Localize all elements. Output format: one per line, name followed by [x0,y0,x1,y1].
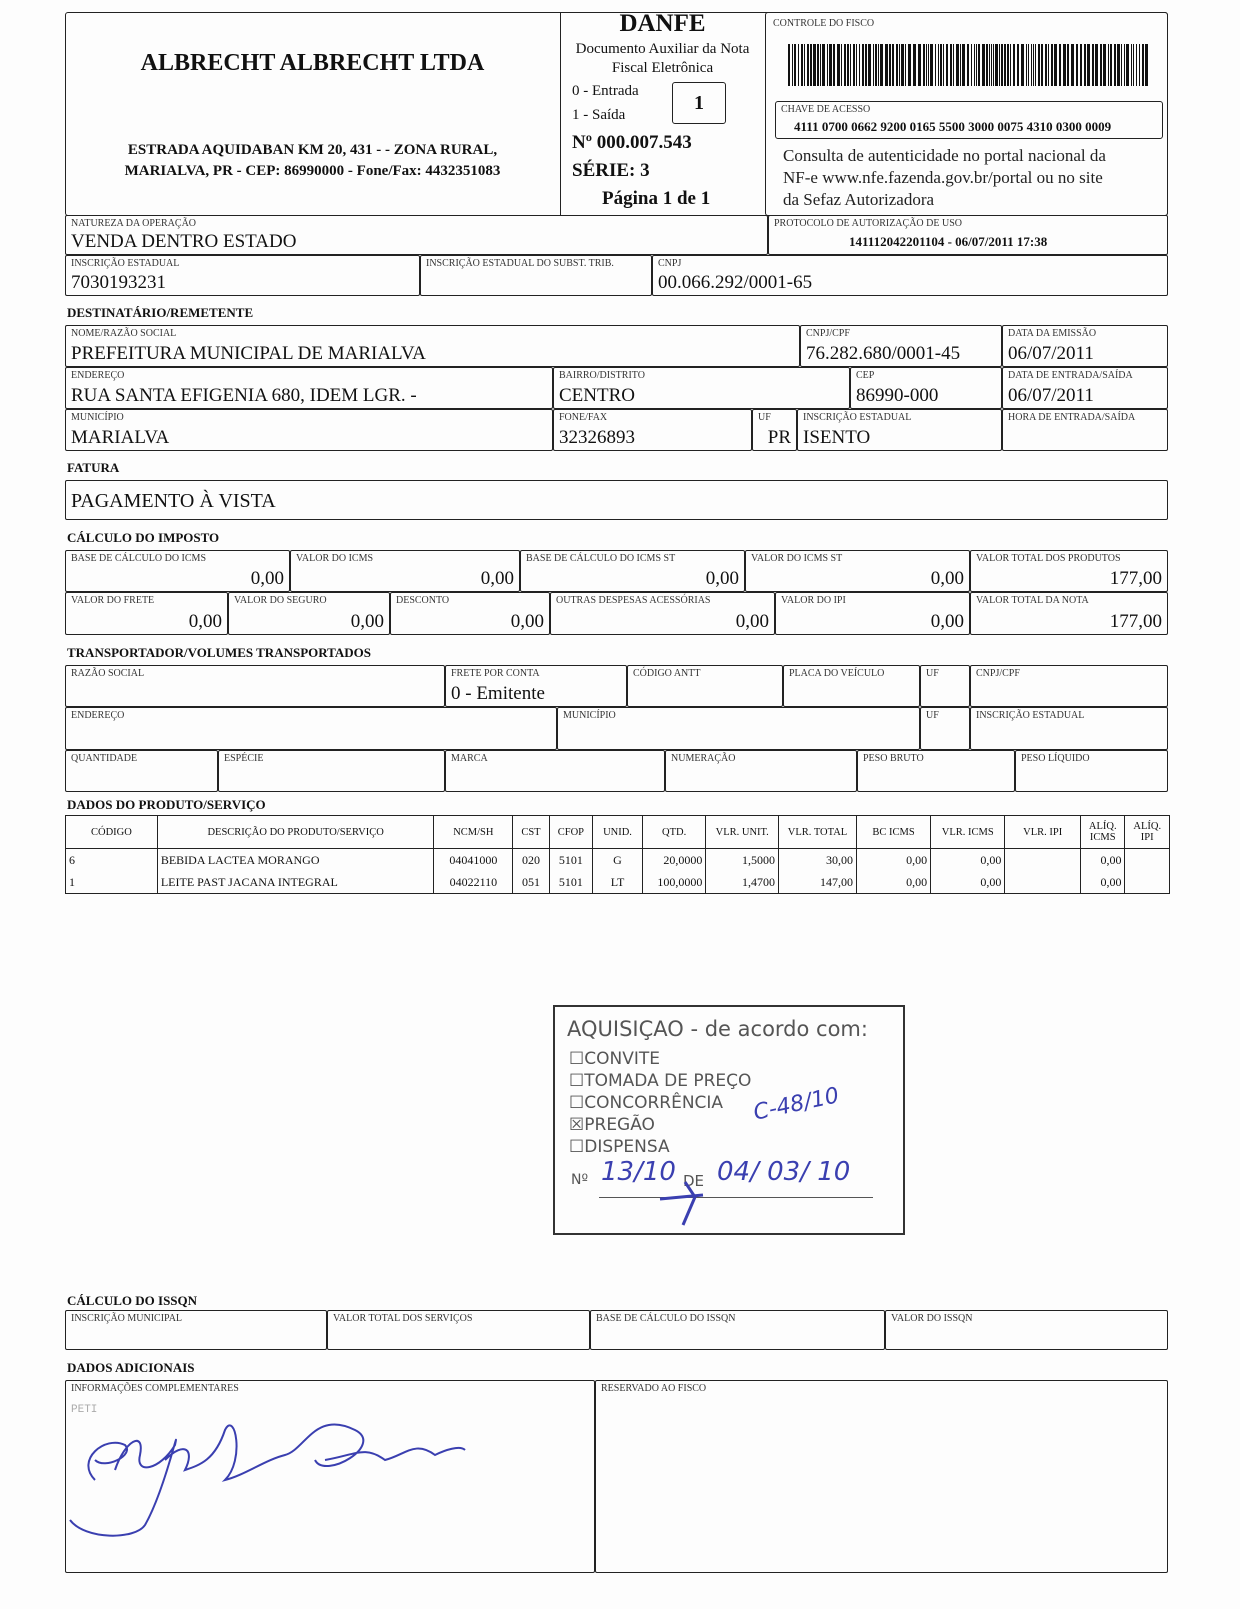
table-cell: 30,00 [779,849,857,872]
field-label: BASE DE CÁLCULO DO ICMS [71,553,207,564]
field-t-marca [445,750,665,792]
stamp-data: 04/ 03/ 10 [717,1157,851,1187]
field-ie-st [420,255,652,296]
field-d-mun [65,409,553,451]
table-cell [1125,849,1170,872]
column-header: ALÍQ. ICMS [1081,816,1125,849]
table-cell: G [593,849,643,872]
field-value: PR [767,427,791,448]
field-label: RAZÃO SOCIAL [71,668,145,679]
stamp-option [569,1071,751,1091]
column-header: VLR. ICMS [931,816,1005,849]
section-produtos: DADOS DO PRODUTO/SERVIÇO [67,797,266,812]
section-issqn: CÁLCULO DO ISSQN [67,1293,198,1308]
field-d-bairro [553,367,850,409]
field-label: NUMERAÇÃO [671,753,736,764]
column-header: QTD. [642,816,705,849]
chave-acesso: 4111 0700 0662 9200 0165 5500 3000 0075 4310 0300 0009 [794,119,1112,134]
field-t-cnpj [970,665,1168,707]
field-i-nota [970,592,1168,635]
field-value: 0,00 [735,611,769,632]
field-label: FRETE POR CONTA [451,668,540,679]
field-t-end [65,707,557,750]
field-t-frete [445,665,627,707]
field-value: 0,00 [705,568,739,589]
field-value: 0,00 [250,568,284,589]
field-label: PESO BRUTO [863,753,924,764]
column-header: ALÍQ. IPI [1125,816,1170,849]
field-value: 0,00 [188,611,222,632]
table-cell: 04041000 [434,849,513,872]
field-i-prod [970,550,1168,592]
field-s-v [885,1310,1168,1350]
table-cell: 020 [513,849,549,872]
controle-fisco-label: CONTROLE DO FISCO [773,18,875,29]
section-fatura: FATURA [67,460,120,475]
field-label: INSCRIÇÃO ESTADUAL DO SUBST. TRIB. [426,258,614,269]
field-d-end [65,367,553,409]
field-label: VALOR DO ICMS ST [751,553,843,564]
section-destinatario: DESTINATÁRIO/REMETENTE [67,305,254,320]
field-label: INSCRIÇÃO ESTADUAL [803,412,912,423]
field-label: CÓDIGO ANTT [633,668,701,679]
stamp-option [569,1049,660,1069]
additional-info-text: PETI [71,1404,98,1416]
field-label: VALOR DO FRETE [71,595,155,606]
field-label: FONE/FAX [559,412,608,423]
field-label: INFORMAÇÕES COMPLEMENTARES [71,1383,239,1394]
field-i-seguro [228,592,390,635]
field-label: VALOR DO ISSQN [891,1313,973,1324]
emitente-address-2: MARIALVA, PR - CEP: 86990000 - Fone/Fax: 4432351083 [124,163,501,179]
table-cell: 1 [66,871,158,894]
danfe-title: DANFE [619,10,706,37]
column-header: UNID. [593,816,643,849]
field-value: 7030193231 [71,272,166,293]
stamp-numero: 13/10 [601,1157,676,1187]
field-label: DATA DA EMISSÃO [1008,328,1097,339]
entrada-label: 0 - Entrada [572,83,639,99]
field-label: BAIRRO/DISTRITO [559,370,645,381]
saida-label: 1 - Saída [572,107,626,123]
field-t-pb [857,750,1015,792]
stamp-option [569,1115,655,1135]
field-i-bc [65,550,290,592]
field-label: MUNICÍPIO [71,412,124,423]
field-label: MUNICÍPIO [563,710,616,721]
table-cell: 04022110 [434,871,513,894]
table-cell: 051 [513,871,549,894]
field-label: INSCRIÇÃO ESTADUAL [976,710,1085,721]
field-value: 06/07/2011 [1008,343,1094,364]
acquisition-stamp [553,1005,905,1235]
field-t-uf [920,665,970,707]
field-label: UF [926,710,939,721]
stamp-de-label: DE [683,1172,705,1190]
field-value: 32326893 [559,427,635,448]
field-t-ie [970,707,1168,750]
field-label: MARCA [451,753,488,764]
field-d-cep [850,367,1002,409]
stamp-option-label: DISPENSA [584,1137,670,1157]
checkbox-icon: ☐ [569,1071,585,1091]
field-label: PESO LÍQUIDO [1021,753,1090,764]
field-label: CEP [856,370,875,381]
field-natureza [65,215,768,255]
field-d-uf [752,409,797,451]
field-t-mun [557,707,920,750]
table-cell: 0,00 [1081,849,1125,872]
field-i-icms [290,550,520,592]
column-header: CÓDIGO [66,816,158,849]
field-label: UF [758,412,771,423]
table-cell: 100,0000 [642,871,705,894]
checked-box-icon: ☒ [569,1115,585,1135]
stamp-option-label: CONCORRÊNCIA [584,1093,724,1113]
column-header: CST [513,816,549,849]
field-t-placa [783,665,920,707]
field-value: 177,00 [1109,611,1162,632]
field-fatura [65,480,1168,520]
field-label: PROTOCOLO DE AUTORIZAÇÃO DE USO [774,218,962,229]
table-cell: 6 [66,849,158,872]
field-value: MARIALVA [71,427,170,448]
field-value: 0,00 [930,568,964,589]
field-d-entrada [1002,367,1168,409]
stamp-option-label: CONVITE [584,1049,660,1069]
danfe-subtitle-2: Fiscal Eletrônica [611,60,714,76]
field-label: DESCONTO [396,595,450,606]
table-cell [1005,871,1081,894]
field-value: 0,00 [350,611,384,632]
field-t-esp [218,750,445,792]
table-cell: LEITE PAST JACANA INTEGRAL [157,871,434,894]
field-value: 0,00 [480,568,514,589]
table-row [66,871,1170,894]
tipo-operacao: 1 [672,82,726,124]
field-d-emissao [1002,325,1168,367]
column-header: BC ICMS [856,816,930,849]
field-i-outras [550,592,775,635]
section-dados-adicionais: DADOS ADICIONAIS [67,1360,195,1375]
table-cell: 20,0000 [642,849,705,872]
field-d-fone [553,409,752,451]
emitente-name: ALBRECHT ALBRECHT LTDA [140,50,485,76]
table-cell: LT [593,871,643,894]
field-value: 0 - Emitente [451,683,545,704]
table-cell: 0,00 [931,849,1005,872]
field-label: OUTRAS DESPESAS ACESSÓRIAS [556,595,711,606]
column-header: NCM/SH [434,816,513,849]
consulta-line: Consulta de autenticidade no portal nacional da [783,146,1106,165]
field-protocolo [768,215,1168,255]
field-i-desc [390,592,550,635]
field-label: HORA DE ENTRADA/SAÍDA [1008,412,1136,423]
field-d-ie [797,409,1002,451]
consulta-text [783,145,1106,211]
chave-acesso-box [775,101,1163,139]
barcode [788,44,1150,86]
field-label: VALOR DO ICMS [296,553,374,564]
field-value: 86990-000 [856,385,939,406]
table-cell: 0,00 [931,871,1005,894]
stamp-line [715,1197,873,1198]
consulta-line: da Sefaz Autorizadora [783,190,935,209]
field-value: 06/07/2011 [1008,385,1094,406]
field-cnpj [652,255,1168,296]
field-d-cnpj [800,325,1002,367]
field-i-frete [65,592,228,635]
column-header: CFOP [549,816,592,849]
field-value: ISENTO [803,427,871,448]
emitente-address-1: ESTRADA AQUIDABAN KM 20, 431 - - ZONA RURAL, [127,142,498,158]
chave-acesso-label: CHAVE DE ACESSO [781,104,871,115]
section-imposto: CÁLCULO DO IMPOSTO [67,530,220,545]
field-t-antt [627,665,783,707]
field-s-vts [327,1310,590,1350]
field-value: RUA SANTA EFIGENIA 680, IDEM LGR. - [71,385,417,406]
field-label: BASE DE CÁLCULO DO ICMS ST [526,553,676,564]
field-label: PLACA DO VEÍCULO [789,668,885,679]
stamp-option [569,1093,723,1113]
nf-numero: Nº 000.007.543 [572,132,692,153]
section-transportador: TRANSPORTADOR/VOLUMES TRANSPORTADOS [67,645,372,660]
table-cell: BEBIDA LACTEA MORANGO [157,849,434,872]
field-t-num [665,750,857,792]
field-label: UF [926,668,939,679]
field-label: INSCRIÇÃO ESTADUAL [71,258,180,269]
field-s-im [65,1310,327,1350]
stamp-numero-label: Nº [571,1172,589,1188]
stamp-title: AQUISIÇAO - de acordo com: [567,1017,868,1041]
field-t-qtd [65,750,218,792]
field-t-razao [65,665,445,707]
stamp-note: C-48/10 [751,1083,842,1126]
field-label: VALOR DO SEGURO [234,595,327,606]
nf-serie: SÉRIE: 3 [572,160,650,181]
field-value: PREFEITURA MUNICIPAL DE MARIALVA [71,343,426,364]
field-ie [65,255,420,296]
pagina: Página 1 de 1 [602,188,711,209]
field-value: 0,00 [930,611,964,632]
field-i-ipi [775,592,970,635]
field-s-bc [590,1310,885,1350]
table-cell [1005,849,1081,872]
field-label: NOME/RAZÃO SOCIAL [71,328,177,339]
field-i-bcst [520,550,745,592]
field-value: PAGAMENTO À VISTA [71,490,276,512]
table-cell: 0,00 [856,871,930,894]
field-label: VALOR TOTAL DOS PRODUTOS [976,553,1121,564]
field-label: DATA DE ENTRADA/SAÍDA [1008,370,1133,381]
table-cell: 1,5000 [706,849,779,872]
field-value: 76.282.680/0001-45 [806,343,961,364]
field-label: RESERVADO AO FISCO [601,1383,707,1394]
field-label: CNPJ/CPF [976,668,1020,679]
products-table [65,815,1170,894]
field-a-res [595,1380,1168,1573]
field-label: ENDEREÇO [71,370,125,381]
table-cell: 0,00 [856,849,930,872]
field-i-icmsst [745,550,970,592]
table-cell: 147,00 [779,871,857,894]
field-label: QUANTIDADE [71,753,138,764]
field-t-uf2 [920,707,970,750]
field-label: VALOR TOTAL DA NOTA [976,595,1089,606]
field-label: CNPJ/CPF [806,328,850,339]
field-value: 0,00 [510,611,544,632]
field-label: VALOR DO IPI [781,595,846,606]
checkbox-icon: ☐ [569,1049,585,1069]
field-label: VALOR TOTAL DOS SERVIÇOS [333,1313,473,1324]
checkbox-icon: ☐ [569,1137,585,1157]
table-cell: 5101 [549,871,592,894]
column-header: VLR. TOTAL [779,816,857,849]
field-d-hora [1002,409,1168,451]
danfe-subtitle-1: Documento Auxiliar da Nota [575,41,750,57]
table-cell: 1,4700 [706,871,779,894]
field-value: 00.066.292/0001-65 [658,272,813,293]
checkbox-icon: ☐ [569,1093,585,1113]
table-row [66,849,1170,872]
field-value: CENTRO [559,385,635,406]
field-value: VENDA DENTRO ESTADO [71,231,297,252]
consulta-line: NF-e www.nfe.fazenda.gov.br/portal ou no site [783,168,1103,187]
field-label: NATUREZA DA OPERAÇÃO [71,218,197,229]
table-cell [1125,871,1170,894]
column-header: VLR. IPI [1005,816,1081,849]
stamp-initial [655,1177,715,1227]
signature [65,1400,505,1540]
stamp-option-label: TOMADA DE PREÇO [584,1071,752,1091]
column-header: VLR. UNIT. [706,816,779,849]
field-t-pl [1015,750,1168,792]
field-value: 177,00 [1109,568,1162,589]
field-d-nome [65,325,800,367]
table-cell: 0,00 [1081,871,1125,894]
field-label: INSCRIÇÃO MUNICIPAL [71,1313,183,1324]
field-label: BASE DE CÁLCULO DO ISSQN [596,1313,736,1324]
stamp-option [569,1137,670,1157]
field-label: ESPÉCIE [224,753,264,764]
field-label: CNPJ [658,258,682,269]
field-value: 141112042201104 - 06/07/2011 17:38 [849,234,1048,249]
table-cell: 5101 [549,849,592,872]
column-header: DESCRIÇÃO DO PRODUTO/SERVIÇO [157,816,434,849]
stamp-option-label: PREGÃO [584,1115,655,1135]
field-label: ENDEREÇO [71,710,125,721]
